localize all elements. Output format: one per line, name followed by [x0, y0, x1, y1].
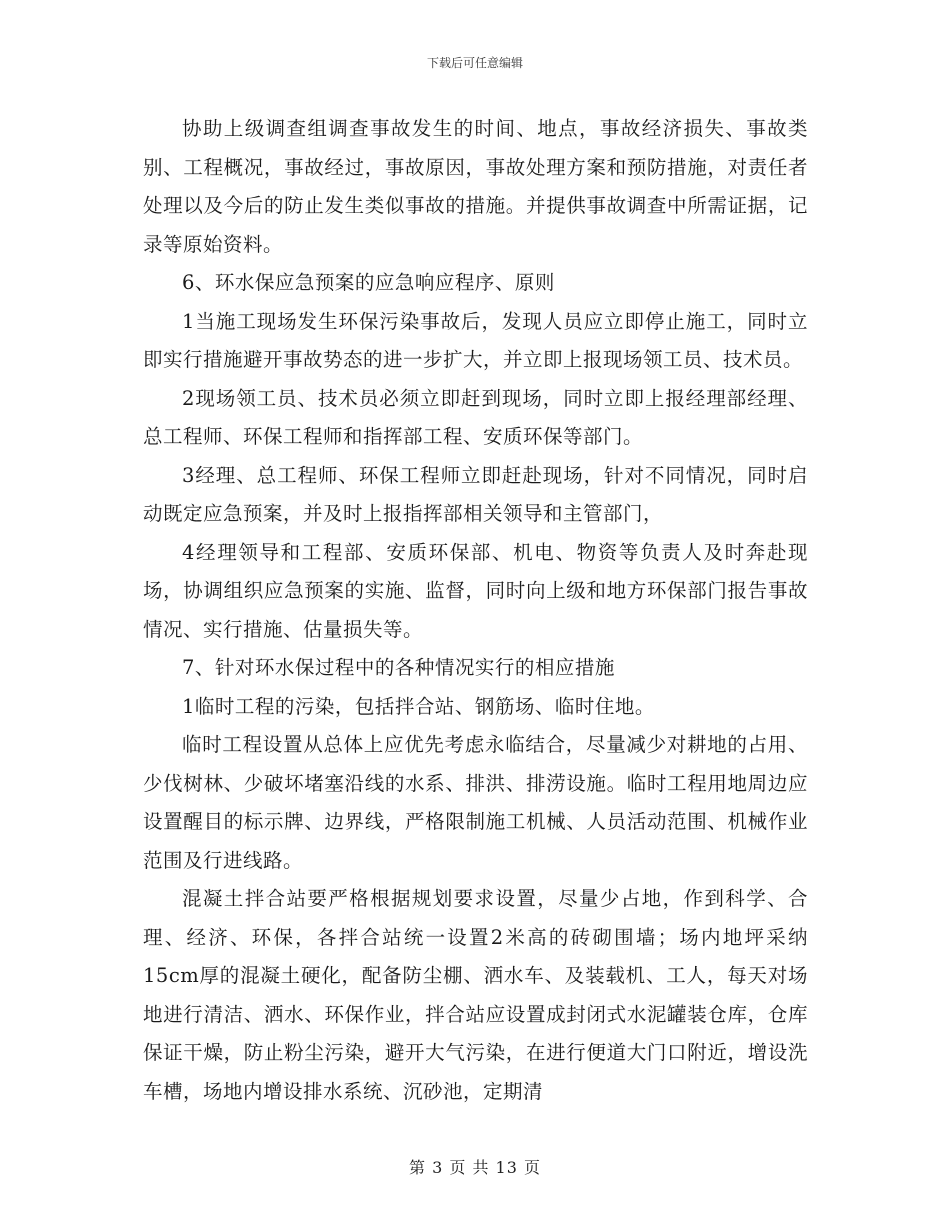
paragraph: 1当施工现场发生环保污染事故后，发现人员应立即停止施工，同时立即实行措施避开事故势态的进一步扩大，并立即上报现场领工员、技术员。 — [143, 309, 808, 371]
paragraph: 4经理领导和工程部、安质环保部、机电、物资等负责人及时奔赴现场，协调组织应急预案的实施、监督，同时向上级和地方环保部门报告事故情况、实行措施、估量损失等。 — [143, 540, 808, 641]
section-heading: 7、针对环水保过程中的各种情况实行的相应措施 — [182, 656, 615, 679]
paragraph: 1临时工程的污染，包括拌合站、钢筋场、临时住地。 — [182, 694, 655, 718]
paragraph: 临时工程设置从总体上应优先考虑永临结合，尽量减少对耕地的占用、少伐树林、少破坏堵塞沿线的水系、排洪、排涝设施。临时工程用地周边应设置醒目的标示牌、边界线，严格限制施工机械、人员活动范围、机械作业范围及行进线路。 — [143, 733, 808, 872]
document-body — [143, 110, 808, 1111]
page-header: 下载后可任意编辑 — [426, 56, 523, 70]
paragraph: 2现场领工员、技术员必须立即赶到现场，同时立即上报经理部经理、总工程师、环保工程师和指挥部工程、安质环保等部门。 — [143, 386, 808, 448]
paragraph: 3经理、总工程师、环保工程师立即赶赴现场，针对不同情况，同时启动既定应急预案，并及时上报指挥部相关领导和主管部门， — [143, 463, 808, 525]
section-heading: 6、环水保应急预案的应急响应程序、原则 — [182, 271, 555, 294]
paragraph: 混凝土拌合站要严格根据规划要求设置，尽量少占地，作到科学、合理、经济、环保，各拌合站统一设置2米高的砖砌围墙；场内地坪采纳15cm厚的混凝土硬化，配备防尘棚、洒水车、及装载机、工人，每天对场地进行清洁、洒水、环保作业，拌合站应设置成封闭式水泥罐装仓库，仓库保证干燥，防止粉尘污染，避开大气污染，在进行便道大门口附近，增设洗车槽，场地内增设排水系统、沉砂池，定期清 — [143, 887, 808, 1103]
paragraph: 协助上级调查组调查事故发生的时间、地点，事故经济损失、事故类别、工程概况，事故经过，事故原因，事故处理方案和预防措施，对责任者处理以及今后的防止发生类似事故的措施。并提供事故调查中所需证据，记录等原始资料。 — [143, 117, 808, 256]
page-number: 第 3 页 共 13 页 — [409, 1158, 541, 1177]
